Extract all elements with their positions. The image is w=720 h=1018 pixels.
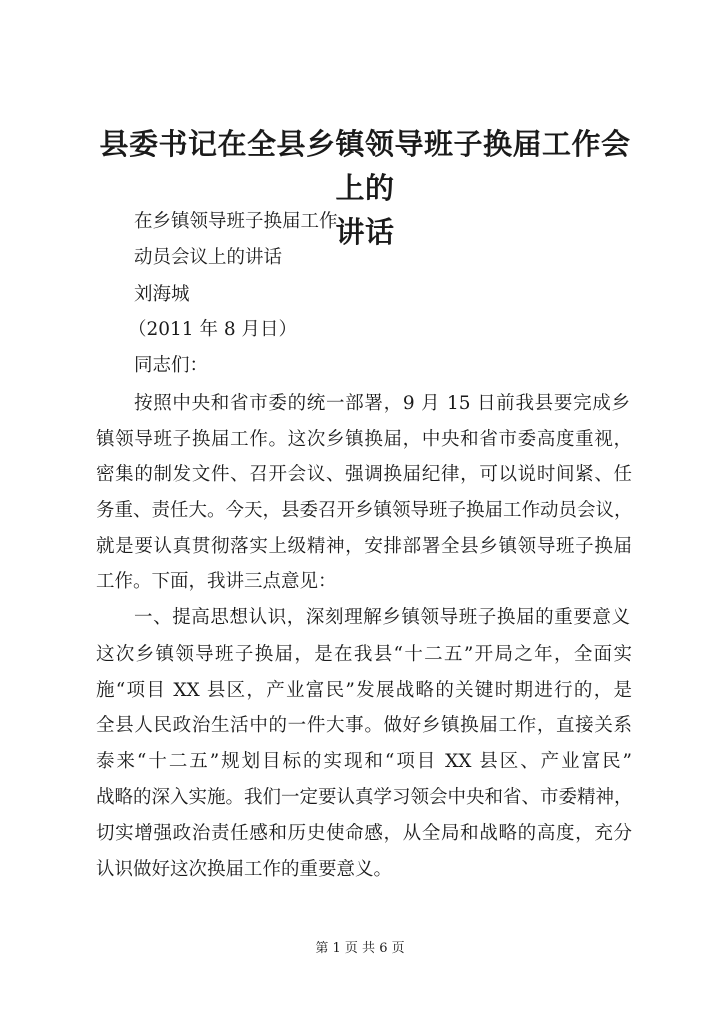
paragraph-2-line: 战略的深入实施。我们一定要认真学习领会中央和省、市委精神， (96, 787, 633, 808)
salutation: 同志们： (134, 355, 209, 376)
paragraph-1-line: 按照中央和省市委的统一部署，9 月 15 日前我县要完成乡 (134, 393, 630, 414)
paragraph-2-line: 施“项目 XX 县区，产业富民”发展战略的关键时期进行的，是 (96, 680, 632, 701)
subtitle-line-2: 动员会议上的讲话 (134, 247, 283, 268)
subtitle-line-1: 在乡镇领导班子换届工作 (134, 211, 338, 232)
section-heading-1: 一、提高思想认识，深刻理解乡镇领导班子换届的重要意义 (134, 607, 630, 628)
paragraph-2-line: 切实增强政治责任感和历史使命感，从全局和战略的高度，充分 (96, 823, 632, 844)
paragraph-2-line: 泰来“十二五”规划目标的实现和“项目 XX 县区、产业富民” (96, 751, 632, 772)
paragraph-1-line: 密集的制发文件、召开会议、强调换届纪律，可以说时间紧、任 (96, 464, 632, 485)
document-title (90, 122, 640, 254)
title-line-1: 县委书记在全县乡镇领导班子换届工作会上的 (99, 127, 631, 205)
paragraph-2-line: 全县人民政治生活中的一件大事。做好乡镇换届工作，直接关系 (96, 715, 632, 736)
paragraph-1-line: 就是要认真贯彻落实上级精神，安排部署全县乡镇领导班子换届 (96, 536, 632, 557)
paragraph-1-line: 镇领导班子换届工作。这次乡镇换届，中央和省市委高度重视， (96, 429, 632, 450)
paragraph-1-line: 务重、责任大。今天，县委召开乡镇领导班子换届工作动员会议， (96, 500, 633, 521)
paragraph-2-line: 这次乡镇领导班子换届，是在我县“十二五”开局之年，全面实 (96, 644, 632, 665)
paragraph-2-line: 认识做好这次换届工作的重要意义。 (96, 859, 393, 880)
author-name: 刘海城 (134, 284, 190, 305)
speech-date: （2011 年 8 月日） (128, 319, 297, 340)
page-number-footer: 第 1 页 共 6 页 (315, 941, 405, 956)
title-line-2: 讲话 (335, 215, 395, 249)
paragraph-1-line: 工作。下面，我讲三点意见： (96, 571, 337, 592)
